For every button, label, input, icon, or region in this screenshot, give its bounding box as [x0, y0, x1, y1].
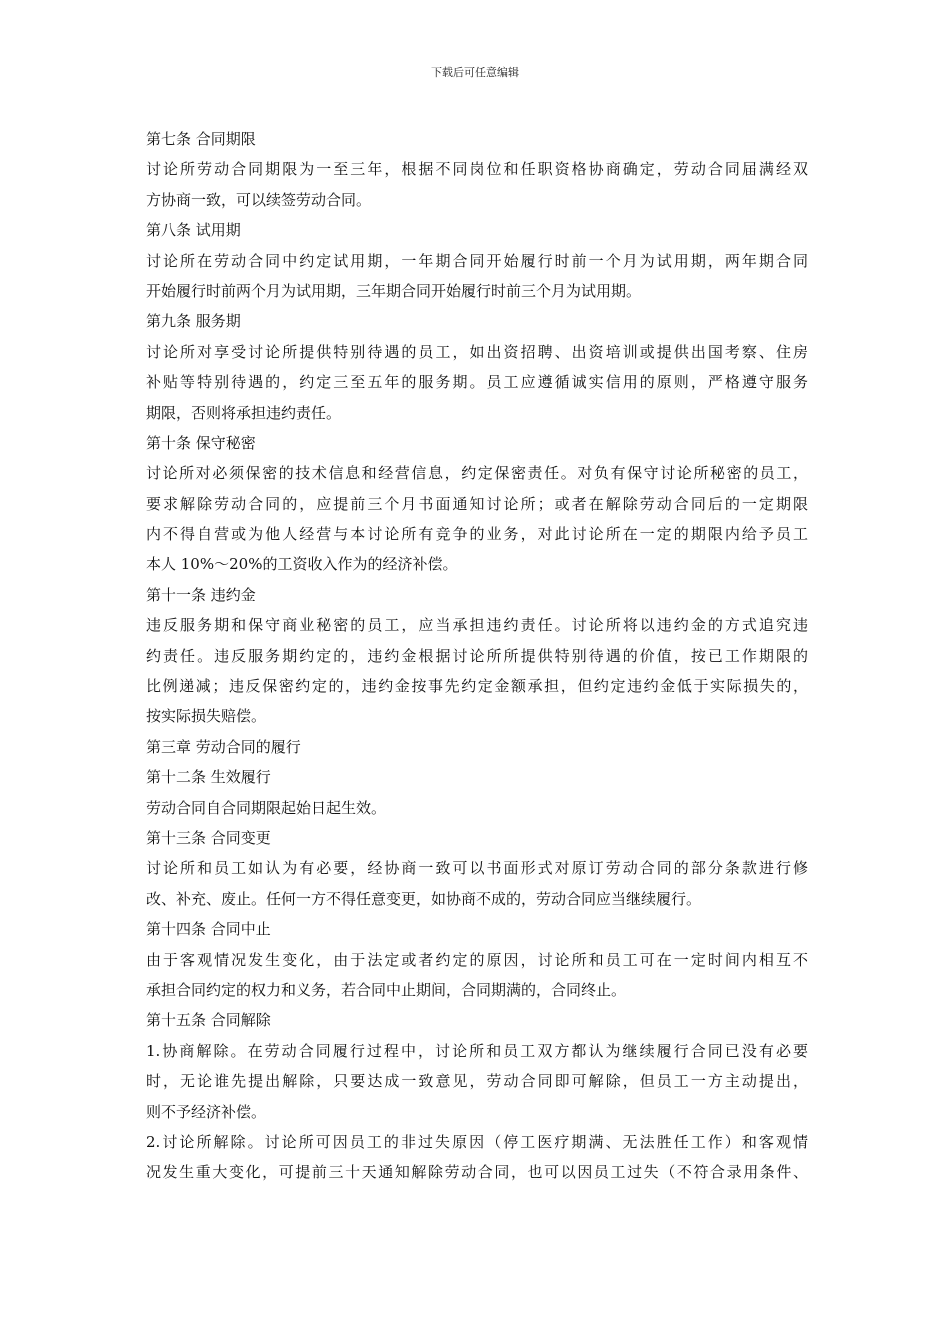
text-line: 约责任。违反服务期约定的，违约金根据讨论所所提供特别待遇的价值，按已工作期限的 [146, 646, 808, 665]
text-line: 比例递减；违反保密约定的，违约金按事先约定金额承担，但约定违约金低于实际损失的， [146, 677, 808, 696]
document-body [146, 124, 808, 1188]
text-line: 第七条 合同期限 [146, 130, 256, 148]
text-line: 第十一条 违约金 [146, 585, 256, 604]
text-line: 则不予经济补偿。 [146, 1102, 267, 1121]
text-line: 时，无论谁先提出解除，只要达成一致意见，劳动合同即可解除，但员工一方主动提出， [146, 1072, 808, 1091]
text-line: 由于客观情况发生变化，由于法定或者约定的原因，讨论所和员工可在一定时间内相互不 [146, 950, 808, 969]
text-line: 劳动合同自合同期限起始日起生效。 [146, 798, 387, 817]
text-line: 讨论所对必须保密的技术信息和经营信息，约定保密责任。对负有保守讨论所秘密的员工， [146, 464, 808, 483]
text-line: 本人 10%～20%的工资收入作为的经济补偿。 [146, 555, 458, 574]
text-line: 第三章 劳动合同的履行 [146, 737, 301, 756]
text-line: 第十条 保守秘密 [146, 433, 256, 452]
text-line: 内不得自营或为他人经营与本讨论所有竞争的业务，对此讨论所在一定的期限内给予员工 [146, 525, 808, 544]
text-line: 讨论所和员工如认为有必要，经协商一致可以书面形式对原订劳动合同的部分条款进行修 [146, 859, 808, 878]
text-line: 第八条 试用期 [146, 221, 241, 240]
text-line: 违反服务期和保守商业秘密的员工，应当承担违约责任。讨论所将以违约金的方式追究违 [146, 616, 808, 635]
text-line: 第十二条 生效履行 [146, 768, 271, 787]
text-line: 讨论所劳动合同期限为一至三年，根据不同岗位和任职资格协商确定，劳动合同届满经双 [146, 160, 808, 179]
text-line: 讨论所在劳动合同中约定试用期，一年期合同开始履行时前一个月为试用期，两年期合同 [146, 251, 808, 270]
text-line: 2.讨论所解除。讨论所可因员工的非过失原因（停工医疗期满、无法胜任工作）和客观情 [146, 1132, 808, 1151]
text-line: 要求解除劳动合同的，应提前三个月书面通知讨论所；或者在解除劳动合同后的一定期限 [146, 494, 808, 513]
text-line: 1.协商解除。在劳动合同履行过程中，讨论所和员工双方都认为继续履行合同已没有必要 [146, 1041, 808, 1060]
text-line: 第九条 服务期 [146, 312, 241, 331]
text-line: 讨论所对享受讨论所提供特别待遇的员工，如出资招聘、出资培训或提供出国考察、住房 [146, 342, 808, 361]
text-line: 第十三条 合同变更 [146, 828, 271, 847]
text-line: 按实际损失赔偿。 [146, 707, 267, 726]
text-line: 开始履行时前两个月为试用期，三年期合同开始履行时前三个月为试用期。 [146, 281, 642, 300]
text-line: 况发生重大变化，可提前三十天通知解除劳动合同，也可以因员工过失（不符合录用条件、 [146, 1163, 808, 1182]
text-line: 期限，否则将承担违约责任。 [146, 403, 342, 422]
text-line: 第十五条 合同解除 [146, 1011, 271, 1030]
page-header-note: 下载后可任意编辑 [431, 66, 519, 79]
text-line: 补贴等特别待遇的，约定三至五年的服务期。员工应遵循诚实信用的原则，严格遵守服务 [146, 373, 808, 392]
text-line: 第十四条 合同中止 [146, 920, 271, 939]
text-line: 改、补充、废止。任何一方不得任意变更，如协商不成的，劳动合同应当继续履行。 [146, 889, 702, 908]
text-line: 方协商一致，可以续签劳动合同。 [146, 190, 372, 209]
text-line: 承担合同约定的权力和义务，若合同中止期间，合同期满的，合同终止。 [146, 980, 627, 999]
